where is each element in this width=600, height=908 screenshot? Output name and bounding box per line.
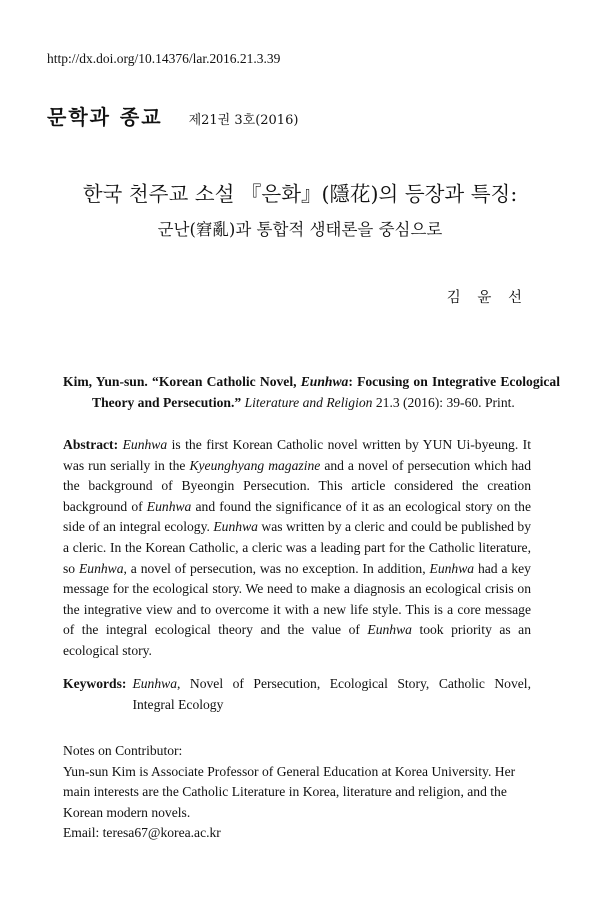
abstract-novel-6: Eunhwa <box>367 622 412 638</box>
abstract-novel-2: Eunhwa <box>146 498 192 514</box>
abstract-novel-1: Eunhwa <box>122 437 168 452</box>
notes-heading: Notes on Contributor: <box>63 743 183 758</box>
abstract-s5: , a novel of persecution, was no exception. In addition, <box>123 560 426 576</box>
abstract-s6: had a key message for the ecological story. We need to make a diagnosis an ecological crisis on the integrative view and to overcome it with a new life style. This is a core message of the integral ecological theory and the value of <box>63 560 531 638</box>
keyword-eunhwa: Eunhwa <box>132 676 177 691</box>
abstract-s3: and found the significance of it as an ecological story on the side of an integral ecology. <box>63 498 531 535</box>
doi-link[interactable]: http://dx.doi.org/10.14376/lar.2016.21.3.39 <box>47 51 281 66</box>
article-subtitle: 군난(窘亂)과 통합적 생태론을 중심으로 <box>157 220 443 239</box>
citation-journal: Literature and Religion <box>244 394 373 410</box>
abstract-s4: was written by a cleric and could be published by a cleric. In the Korean Catholic, a cleric was a leading part for the Catholic literature, so <box>63 519 531 576</box>
abstract-s2: and a novel of persecution which had the background of Byeongin Persecution. This article considered the creation background of <box>63 457 531 514</box>
keywords-rest: , Novel of Persecution, Ecological Story, Catholic Novel, Integral Ecology <box>132 676 531 712</box>
abstract-novel-4: Eunhwa <box>78 560 124 576</box>
keywords-list <box>132 674 531 715</box>
citation-details: 21.3 (2016): 39-60. Print. <box>375 394 515 410</box>
article-title: 한국 천주교 소설 『은화』(隱花)의 등장과 특징: <box>82 182 518 206</box>
notes-bio: Yun-sun Kim is Associate Professor of General Education at Korea University. Her main interests are the Catholic Literature in Korea, literature and religion, and the Korean modern novels. <box>63 763 516 820</box>
citation-authors: Kim, Yun-sun. <box>63 374 148 389</box>
abstract-magazine: Kyeunghyang magazine <box>189 457 321 473</box>
journal-name: 문학과 종교 <box>47 105 163 129</box>
author-name-korean: 김 윤 선 <box>446 290 528 306</box>
abstract-novel-3: Eunhwa <box>213 519 258 535</box>
citation <box>63 372 560 413</box>
abstract-s1: is the first Korean Catholic novel written by YUN Ui-byeung. It was run serially in the <box>63 437 531 473</box>
keywords <box>63 674 531 715</box>
contributor-notes <box>63 741 531 844</box>
abstract: Abstract: Eunhwa is the first Korean Catholic novel written by YUN Ui-byeung. It was run serially in the Kyeunghyang magazine and a novel of persecution which had the background of Byeongin Persecution. This article considered the creation background of Eunhwa and found the significance of it as an ecological story on the side of an integral ecology. Eunhwa was written by a cleric and could be published by a cleric. In the Korean Catholic, a cleric was a leading part for the Catholic literature, so Eunhwa, a novel of persecution, was no exception. In addition, Eunhwa had a key message for the ecological story. We need to make a diagnosis an ecological crisis on the integrative view and to overcome it with a new life style. This is a core message of the integral ecological theory and the value of Eunhwa took priority as an ecological story. <box>63 437 531 658</box>
abstract-s7: took priority as an ecological story. <box>63 622 531 658</box>
journal-header <box>47 101 298 130</box>
citation-title-italic: Eunhwa <box>300 374 349 389</box>
keywords-label: Keywords: <box>63 676 127 691</box>
notes-email[interactable]: Email: teresa67@korea.ac.kr <box>63 825 221 841</box>
abstract-novel-5: Eunhwa <box>429 560 475 576</box>
citation-title-part1: “Korean Catholic Novel, <box>152 374 297 389</box>
abstract-label: Abstract <box>63 437 114 452</box>
journal-volume: 제21권 3호(2016) <box>188 113 299 128</box>
citation-title-part2: : Focusing on Integrative Ecological Theory and Persecution.” <box>92 374 560 410</box>
